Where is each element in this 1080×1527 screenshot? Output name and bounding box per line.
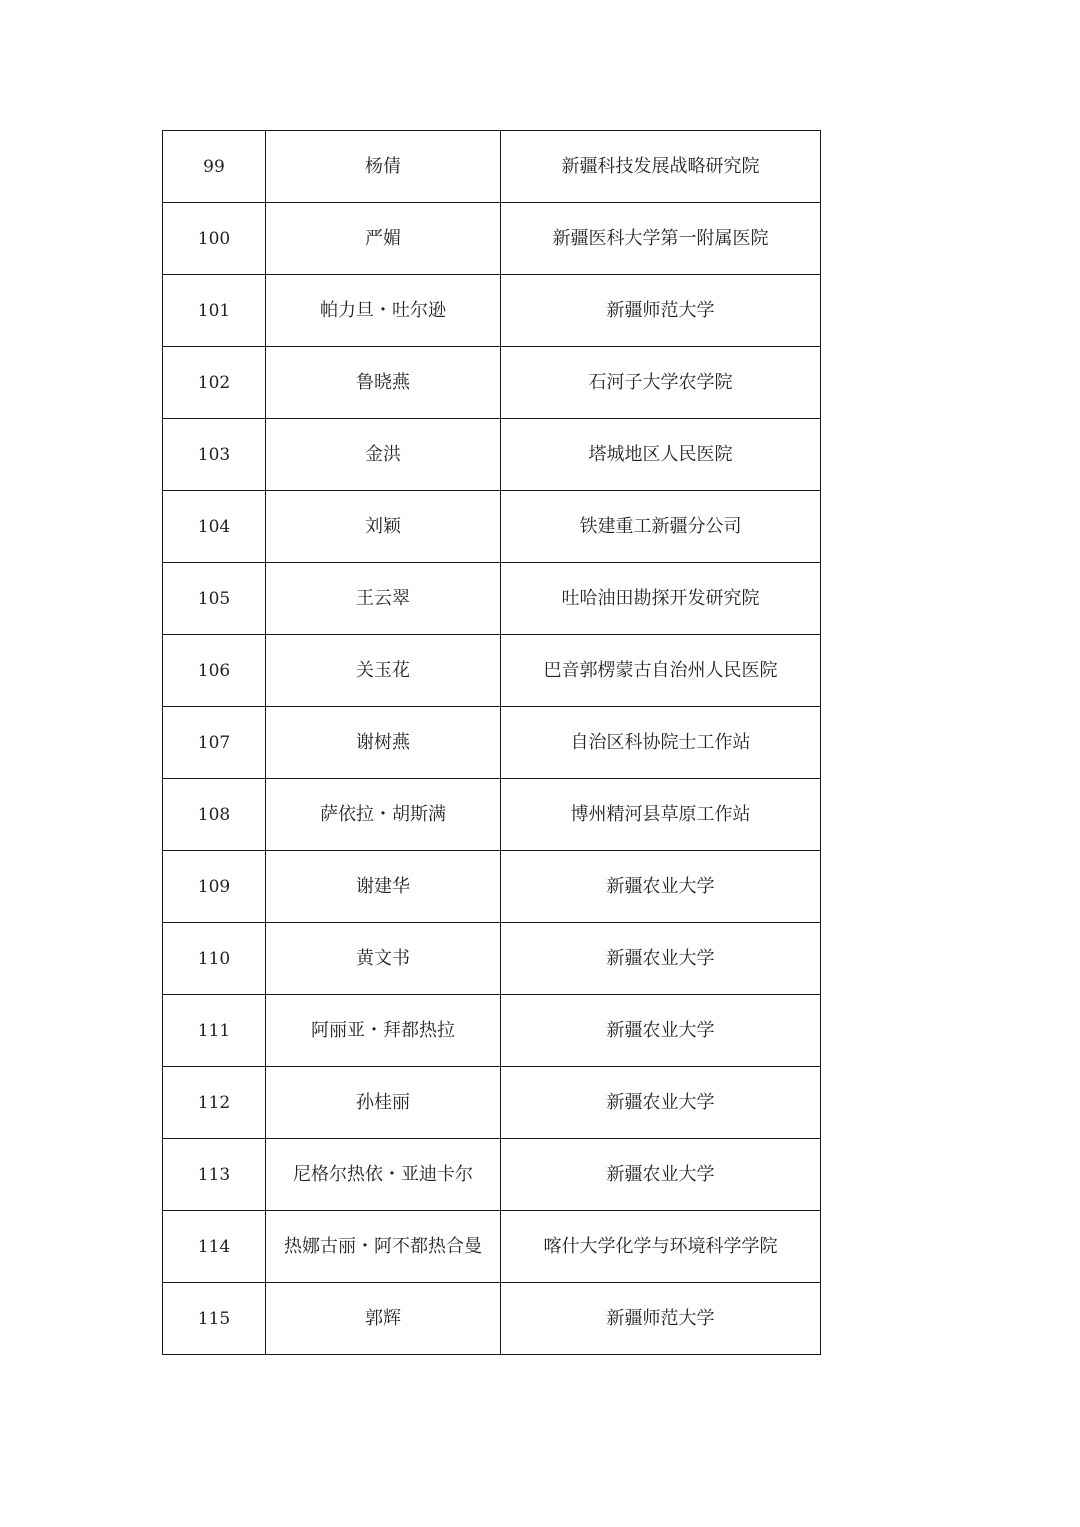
row-number-cell: 102 bbox=[163, 347, 266, 419]
person-name-cell: 关玉花 bbox=[266, 635, 501, 707]
person-name-cell: 谢建华 bbox=[266, 851, 501, 923]
table-row bbox=[163, 923, 821, 995]
organization-cell: 自治区科协院士工作站 bbox=[501, 707, 821, 779]
table-row bbox=[163, 563, 821, 635]
row-number-cell: 110 bbox=[163, 923, 266, 995]
row-number-cell: 103 bbox=[163, 419, 266, 491]
table-row bbox=[163, 851, 821, 923]
table-row bbox=[163, 995, 821, 1067]
row-number-cell: 100 bbox=[163, 203, 266, 275]
person-name-cell: 阿丽亚・拜都热拉 bbox=[266, 995, 501, 1067]
person-name-cell: 杨倩 bbox=[266, 131, 501, 203]
table-row bbox=[163, 779, 821, 851]
table-row bbox=[163, 275, 821, 347]
row-number-cell: 109 bbox=[163, 851, 266, 923]
table-row bbox=[163, 707, 821, 779]
row-number-cell: 114 bbox=[163, 1211, 266, 1283]
table-row bbox=[163, 419, 821, 491]
row-number-cell: 101 bbox=[163, 275, 266, 347]
table-row bbox=[163, 131, 821, 203]
person-name-cell: 鲁晓燕 bbox=[266, 347, 501, 419]
person-name-cell: 黄文书 bbox=[266, 923, 501, 995]
person-name-cell: 尼格尔热依・亚迪卡尔 bbox=[266, 1139, 501, 1211]
table-row bbox=[163, 635, 821, 707]
organization-cell: 石河子大学农学院 bbox=[501, 347, 821, 419]
row-number-cell: 99 bbox=[163, 131, 266, 203]
person-name-cell: 刘颖 bbox=[266, 491, 501, 563]
organization-cell: 新疆师范大学 bbox=[501, 1283, 821, 1355]
roster-table bbox=[162, 130, 821, 1355]
organization-cell: 巴音郭楞蒙古自治州人民医院 bbox=[501, 635, 821, 707]
organization-cell: 新疆农业大学 bbox=[501, 851, 821, 923]
organization-cell: 新疆农业大学 bbox=[501, 923, 821, 995]
organization-cell: 新疆师范大学 bbox=[501, 275, 821, 347]
organization-cell: 博州精河县草原工作站 bbox=[501, 779, 821, 851]
person-name-cell: 萨依拉・胡斯满 bbox=[266, 779, 501, 851]
organization-cell: 新疆农业大学 bbox=[501, 1139, 821, 1211]
row-number-cell: 106 bbox=[163, 635, 266, 707]
organization-cell: 塔城地区人民医院 bbox=[501, 419, 821, 491]
row-number-cell: 105 bbox=[163, 563, 266, 635]
organization-cell: 新疆农业大学 bbox=[501, 995, 821, 1067]
organization-cell: 新疆科技发展战略研究院 bbox=[501, 131, 821, 203]
table-row bbox=[163, 1067, 821, 1139]
row-number-cell: 115 bbox=[163, 1283, 266, 1355]
table-row bbox=[163, 491, 821, 563]
person-name-cell: 热娜古丽・阿不都热合曼 bbox=[266, 1211, 501, 1283]
table-row bbox=[163, 203, 821, 275]
person-name-cell: 郭辉 bbox=[266, 1283, 501, 1355]
organization-cell: 喀什大学化学与环境科学学院 bbox=[501, 1211, 821, 1283]
person-name-cell: 孙桂丽 bbox=[266, 1067, 501, 1139]
row-number-cell: 104 bbox=[163, 491, 266, 563]
person-name-cell: 严媚 bbox=[266, 203, 501, 275]
person-name-cell: 王云翠 bbox=[266, 563, 501, 635]
roster-table-body bbox=[163, 131, 821, 1355]
organization-cell: 新疆农业大学 bbox=[501, 1067, 821, 1139]
row-number-cell: 108 bbox=[163, 779, 266, 851]
row-number-cell: 111 bbox=[163, 995, 266, 1067]
table-row bbox=[163, 1139, 821, 1211]
organization-cell: 新疆医科大学第一附属医院 bbox=[501, 203, 821, 275]
row-number-cell: 107 bbox=[163, 707, 266, 779]
row-number-cell: 112 bbox=[163, 1067, 266, 1139]
table-row bbox=[163, 347, 821, 419]
organization-cell: 吐哈油田勘探开发研究院 bbox=[501, 563, 821, 635]
row-number-cell: 113 bbox=[163, 1139, 266, 1211]
person-name-cell: 帕力旦・吐尔逊 bbox=[266, 275, 501, 347]
organization-cell: 铁建重工新疆分公司 bbox=[501, 491, 821, 563]
table-row bbox=[163, 1211, 821, 1283]
person-name-cell: 金洪 bbox=[266, 419, 501, 491]
table-row bbox=[163, 1283, 821, 1355]
person-name-cell: 谢树燕 bbox=[266, 707, 501, 779]
